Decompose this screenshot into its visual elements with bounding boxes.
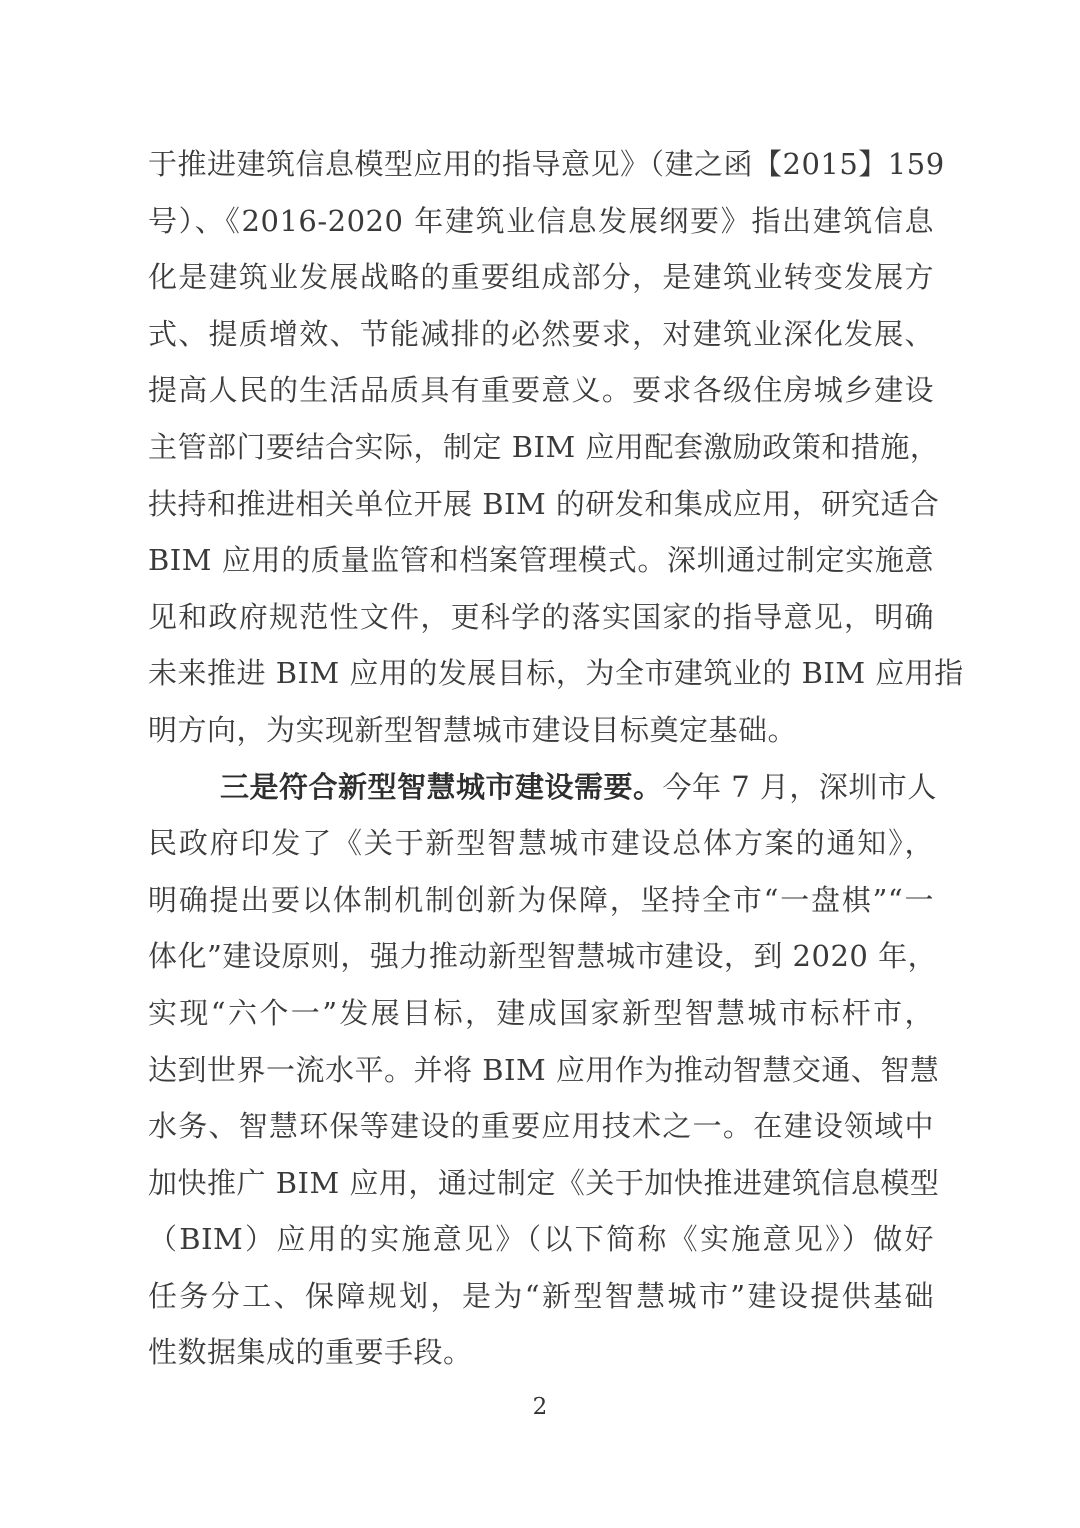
page-number: 2: [532, 1394, 548, 1420]
text-line: [148, 476, 940, 533]
text-segment: 明确提出要以体制机制创新为保障，坚持全市“一盘棋”“一: [148, 882, 934, 917]
text-line: [148, 249, 934, 306]
text-line: [148, 532, 934, 589]
text-segment: 体化”建设原则，强力推动新型智慧城市建设，到 2020 年，: [148, 939, 938, 974]
text-line: [148, 1042, 940, 1099]
text-segment: 达到世界一流水平。并将 BIM 应用作为推动智慧交通、智慧: [148, 1052, 940, 1087]
text-line: [148, 306, 934, 363]
text-segment: 提高人民的生活品质具有重要意义。要求各级住房城乡建设: [148, 373, 934, 408]
text-line: [148, 136, 945, 193]
text-segment: 扶持和推进相关单位开展 BIM 的研发和集成应用，研究适合: [148, 486, 940, 521]
text-line: [148, 1211, 934, 1268]
text-segment: 加快推广 BIM 应用，通过制定《关于加快推进建筑信息模型: [148, 1165, 940, 1200]
text-segment: 化是建筑业发展战略的重要组成部分，是建筑业转变发展方: [148, 260, 934, 295]
text-segment-bold: 三是符合新型智慧城市建设需要。: [220, 769, 663, 804]
text-segment: BIM 应用的质量监管和档案管理模式。深圳通过制定实施意: [148, 543, 934, 578]
text-line: [148, 985, 934, 1042]
text-segment: 主管部门要结合实际，制定 BIM 应用配套激励政策和措施，: [148, 429, 940, 464]
text-line: [148, 702, 934, 759]
text-segment: 于推进建筑信息模型应用的指导意见》（建之函【2015】159: [148, 147, 945, 181]
text-line: [148, 589, 934, 646]
text-segment: 明方向，为实现新型智慧城市建设目标奠定基础。: [148, 712, 798, 747]
text-line: [148, 1155, 940, 1212]
text-segment: 性数据集成的重要手段。: [148, 1335, 473, 1370]
text-segment: 式、提质增效、节能减排的必然要求，对建筑业深化发展、: [148, 316, 934, 351]
text-segment: （BIM）应用的实施意见》（以下简称《实施意见》）做好: [148, 1222, 934, 1257]
text-line: [148, 1324, 934, 1381]
text-line: [148, 1268, 934, 1325]
text-line: [148, 645, 964, 702]
text-line: [148, 362, 934, 419]
text-segment: 水务、智慧环保等建设的重要应用技术之一。在建设领域中: [148, 1109, 934, 1144]
text-line: [148, 872, 934, 929]
text-segment: 号）、《2016-2020 年建筑业信息发展纲要》指出建筑信息: [148, 203, 934, 238]
text-line: [148, 815, 934, 872]
text-line: [148, 759, 937, 816]
text-segment: 实现“六个一”发展目标，建成国家新型智慧城市标杆市，: [148, 995, 934, 1030]
text-line: [148, 419, 940, 476]
document-body: [148, 136, 964, 1381]
text-line: [148, 928, 938, 985]
text-segment: 未来推进 BIM 应用的发展目标，为全市建筑业的 BIM 应用指: [148, 656, 964, 691]
text-segment: 任务分工、保障规划，是为“新型智慧城市”建设提供基础: [148, 1278, 934, 1313]
text-segment: 民政府印发了《关于新型智慧城市建设总体方案的通知》，: [148, 826, 934, 861]
text-line: [148, 1098, 934, 1155]
text-segment: 见和政府规范性文件，更科学的落实国家的指导意见，明确: [148, 599, 934, 634]
text-segment: 今年 7 月，深圳市人: [662, 769, 937, 804]
text-line: [148, 193, 934, 250]
